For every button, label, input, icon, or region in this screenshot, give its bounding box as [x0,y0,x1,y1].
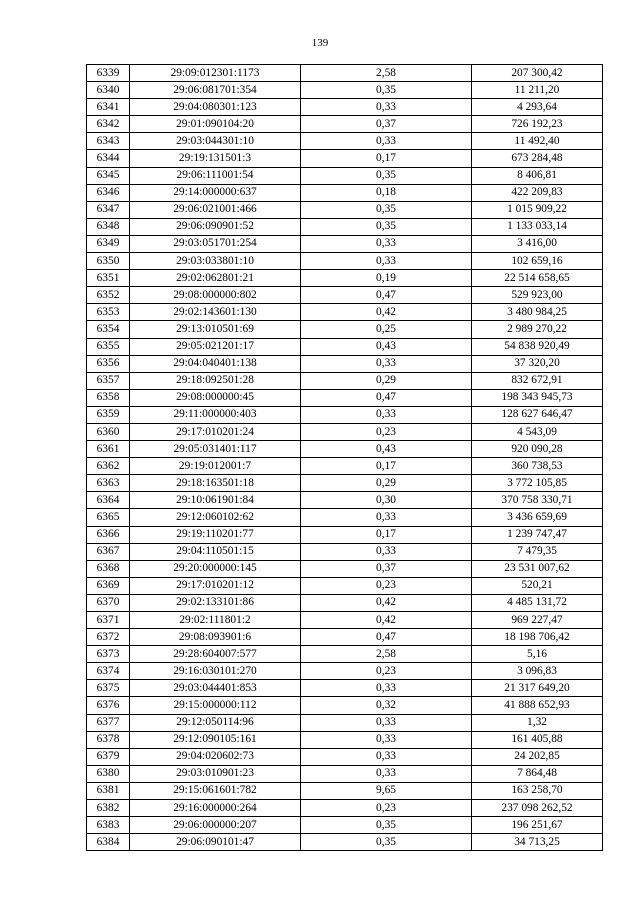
cadastral-number-cell: 29:04:040401:138 [130,355,301,372]
row-number-cell: 6345 [87,167,130,184]
row-number-cell: 6377 [87,714,130,731]
table-row [87,560,603,577]
row-number-cell: 6356 [87,355,130,372]
cadastral-number-cell: 29:02:062801:21 [130,270,301,287]
cadastral-number-cell: 29:16:030101:270 [130,663,301,680]
row-number-cell: 6371 [87,612,130,629]
coefficient-cell: 0,33 [301,406,472,423]
coefficient-cell: 2,58 [301,65,472,82]
cadastral-number-cell: 29:06:090101:47 [130,834,301,851]
coefficient-cell: 0,33 [301,133,472,150]
amount-cell: 198 343 945,73 [472,389,603,406]
amount-cell: 163 258,70 [472,782,603,799]
table-row [87,782,603,799]
coefficient-cell: 0,33 [301,253,472,270]
row-number-cell: 6363 [87,475,130,492]
coefficient-cell: 0,33 [301,748,472,765]
table-row [87,406,603,423]
row-number-cell: 6357 [87,372,130,389]
table-row [87,253,603,270]
cadastral-number-cell: 29:18:092501:28 [130,372,301,389]
row-number-cell: 6351 [87,270,130,287]
amount-cell: 520,21 [472,577,603,594]
row-number-cell: 6348 [87,218,130,235]
table-row [87,65,603,82]
amount-cell: 237 098 262,52 [472,800,603,817]
table-row [87,680,603,697]
row-number-cell: 6347 [87,201,130,218]
cadastral-number-cell: 29:04:020602:73 [130,748,301,765]
cadastral-number-cell: 29:13:010501:69 [130,321,301,338]
cadastral-number-cell: 29:06:021001:466 [130,201,301,218]
row-number-cell: 6352 [87,287,130,304]
amount-cell: 4 485 131,72 [472,594,603,611]
table-body [87,65,603,851]
cadastral-number-cell: 29:18:163501:18 [130,475,301,492]
cadastral-number-cell: 29:03:010901:23 [130,765,301,782]
row-number-cell: 6365 [87,509,130,526]
table-row [87,270,603,287]
coefficient-cell: 0,47 [301,629,472,646]
cadastral-number-cell: 29:06:111001:54 [130,167,301,184]
amount-cell: 22 514 658,65 [472,270,603,287]
amount-cell: 23 531 007,62 [472,560,603,577]
coefficient-cell: 0,42 [301,304,472,321]
cadastral-number-cell: 29:08:000000:802 [130,287,301,304]
coefficient-cell: 0,23 [301,577,472,594]
amount-cell: 5,16 [472,646,603,663]
row-number-cell: 6370 [87,594,130,611]
amount-cell: 3 772 105,85 [472,475,603,492]
cadastral-number-cell: 29:02:133101:86 [130,594,301,611]
amount-cell: 196 251,67 [472,817,603,834]
coefficient-cell: 0,35 [301,167,472,184]
cadastral-number-cell: 29:02:111801:2 [130,612,301,629]
amount-cell: 1 133 033,14 [472,218,603,235]
coefficient-cell: 0,43 [301,441,472,458]
amount-cell: 7 479,35 [472,543,603,560]
table-row [87,834,603,851]
table-row [87,697,603,714]
amount-cell: 3 096,83 [472,663,603,680]
table-row [87,458,603,475]
coefficient-cell: 0,33 [301,731,472,748]
row-number-cell: 6361 [87,441,130,458]
coefficient-cell: 0,30 [301,492,472,509]
table-row [87,509,603,526]
cadastral-number-cell: 29:06:000000:207 [130,817,301,834]
amount-cell: 1 239 747,47 [472,526,603,543]
coefficient-cell: 0,19 [301,270,472,287]
table-row [87,800,603,817]
row-number-cell: 6359 [87,406,130,423]
table-row [87,116,603,133]
cadastral-number-cell: 29:03:051701:254 [130,235,301,252]
amount-cell: 360 738,53 [472,458,603,475]
coefficient-cell: 0,43 [301,338,472,355]
cadastral-number-cell: 29:05:031401:117 [130,441,301,458]
row-number-cell: 6355 [87,338,130,355]
amount-cell: 34 713,25 [472,834,603,851]
coefficient-cell: 0,17 [301,150,472,167]
amount-cell: 832 672,91 [472,372,603,389]
amount-cell: 24 202,85 [472,748,603,765]
amount-cell: 161 405,88 [472,731,603,748]
row-number-cell: 6368 [87,560,130,577]
cadastral-number-cell: 29:04:080301:123 [130,99,301,116]
amount-cell: 128 627 646,47 [472,406,603,423]
coefficient-cell: 0,23 [301,800,472,817]
row-number-cell: 6373 [87,646,130,663]
coefficient-cell: 0,17 [301,458,472,475]
amount-cell: 7 864,48 [472,765,603,782]
row-number-cell: 6382 [87,800,130,817]
cadastral-number-cell: 29:01:090104:20 [130,116,301,133]
coefficient-cell: 0,33 [301,509,472,526]
coefficient-cell: 2,58 [301,646,472,663]
coefficient-cell: 0,29 [301,475,472,492]
table-row [87,287,603,304]
table-row [87,372,603,389]
coefficient-cell: 0,33 [301,99,472,116]
amount-cell: 4 293,64 [472,99,603,116]
amount-cell: 370 758 330,71 [472,492,603,509]
coefficient-cell: 0,35 [301,82,472,99]
row-number-cell: 6346 [87,184,130,201]
table-row [87,338,603,355]
row-number-cell: 6369 [87,577,130,594]
data-table [86,64,603,851]
table-row [87,167,603,184]
cadastral-number-cell: 29:19:110201:77 [130,526,301,543]
row-number-cell: 6350 [87,253,130,270]
table-row [87,492,603,509]
amount-cell: 41 888 652,93 [472,697,603,714]
cadastral-number-cell: 29:09:012301:1173 [130,65,301,82]
amount-cell: 21 317 649,20 [472,680,603,697]
amount-cell: 11 492,40 [472,133,603,150]
row-number-cell: 6375 [87,680,130,697]
row-number-cell: 6379 [87,748,130,765]
amount-cell: 8 406,81 [472,167,603,184]
table-row [87,201,603,218]
cadastral-number-cell: 29:06:090901:52 [130,218,301,235]
coefficient-cell: 0,33 [301,680,472,697]
row-number-cell: 6367 [87,543,130,560]
coefficient-cell: 0,32 [301,697,472,714]
table-row [87,765,603,782]
amount-cell: 422 209,83 [472,184,603,201]
coefficient-cell: 9,65 [301,782,472,799]
table-row [87,355,603,372]
row-number-cell: 6342 [87,116,130,133]
table-row [87,441,603,458]
coefficient-cell: 0,33 [301,235,472,252]
coefficient-cell: 0,35 [301,817,472,834]
amount-cell: 1,32 [472,714,603,731]
cadastral-number-cell: 29:08:000000:45 [130,389,301,406]
cadastral-number-cell: 29:05:021201:17 [130,338,301,355]
coefficient-cell: 0,17 [301,526,472,543]
coefficient-cell: 0,33 [301,714,472,731]
cadastral-number-cell: 29:17:010201:12 [130,577,301,594]
coefficient-cell: 0,33 [301,765,472,782]
cadastral-number-cell: 29:08:093901:6 [130,629,301,646]
table-row [87,150,603,167]
cadastral-number-cell: 29:11:000000:403 [130,406,301,423]
cadastral-number-cell: 29:19:131501:3 [130,150,301,167]
cadastral-number-cell: 29:06:081701:354 [130,82,301,99]
table-row [87,99,603,116]
row-number-cell: 6383 [87,817,130,834]
table-row [87,475,603,492]
table-row [87,594,603,611]
coefficient-cell: 0,25 [301,321,472,338]
cadastral-number-cell: 29:10:061901:84 [130,492,301,509]
cadastral-number-cell: 29:16:000000:264 [130,800,301,817]
row-number-cell: 6341 [87,99,130,116]
amount-cell: 54 838 920,49 [472,338,603,355]
cadastral-number-cell: 29:14:000000:637 [130,184,301,201]
cadastral-number-cell: 29:02:143601:130 [130,304,301,321]
cadastral-number-cell: 29:03:033801:10 [130,253,301,270]
table-row [87,817,603,834]
table-row [87,304,603,321]
amount-cell: 2 989 270,22 [472,321,603,338]
table-row [87,235,603,252]
row-number-cell: 6344 [87,150,130,167]
row-number-cell: 6364 [87,492,130,509]
cadastral-number-cell: 29:28:604007:577 [130,646,301,663]
table-row [87,748,603,765]
coefficient-cell: 0,47 [301,389,472,406]
table-row [87,663,603,680]
coefficient-cell: 0,33 [301,355,472,372]
cadastral-number-cell: 29:12:060102:62 [130,509,301,526]
coefficient-cell: 0,47 [301,287,472,304]
table-row [87,714,603,731]
amount-cell: 1 015 909,22 [472,201,603,218]
table-row [87,646,603,663]
amount-cell: 529 923,00 [472,287,603,304]
coefficient-cell: 0,33 [301,543,472,560]
coefficient-cell: 0,35 [301,834,472,851]
table-row [87,423,603,440]
cadastral-number-cell: 29:15:000000:112 [130,697,301,714]
row-number-cell: 6378 [87,731,130,748]
table-row [87,82,603,99]
coefficient-cell: 0,35 [301,218,472,235]
table-row [87,321,603,338]
row-number-cell: 6339 [87,65,130,82]
amount-cell: 207 300,42 [472,65,603,82]
amount-cell: 11 211,20 [472,82,603,99]
row-number-cell: 6362 [87,458,130,475]
cadastral-number-cell: 29:19:012001:7 [130,458,301,475]
row-number-cell: 6374 [87,663,130,680]
cadastral-number-cell: 29:15:061601:782 [130,782,301,799]
cadastral-number-cell: 29:03:044301:10 [130,133,301,150]
cadastral-number-cell: 29:12:090105:161 [130,731,301,748]
coefficient-cell: 0,29 [301,372,472,389]
cadastral-number-cell: 29:17:010201:24 [130,423,301,440]
amount-cell: 726 192,23 [472,116,603,133]
row-number-cell: 6366 [87,526,130,543]
table-row [87,218,603,235]
table-row [87,577,603,594]
coefficient-cell: 0,37 [301,560,472,577]
row-number-cell: 6372 [87,629,130,646]
coefficient-cell: 0,18 [301,184,472,201]
amount-cell: 37 320,20 [472,355,603,372]
row-number-cell: 6349 [87,235,130,252]
cadastral-number-cell: 29:03:044401:853 [130,680,301,697]
row-number-cell: 6343 [87,133,130,150]
row-number-cell: 6353 [87,304,130,321]
table-row [87,133,603,150]
amount-cell: 18 198 706,42 [472,629,603,646]
row-number-cell: 6381 [87,782,130,799]
coefficient-cell: 0,23 [301,663,472,680]
amount-cell: 673 284,48 [472,150,603,167]
row-number-cell: 6354 [87,321,130,338]
amount-cell: 102 659,16 [472,253,603,270]
coefficient-cell: 0,37 [301,116,472,133]
table-row [87,731,603,748]
cadastral-number-cell: 29:20:000000:145 [130,560,301,577]
table-row [87,543,603,560]
table-row [87,526,603,543]
amount-cell: 4 543,09 [472,423,603,440]
table-row [87,184,603,201]
row-number-cell: 6340 [87,82,130,99]
table-row [87,389,603,406]
table-row [87,629,603,646]
amount-cell: 920 090,28 [472,441,603,458]
page-number: 139 [311,37,329,49]
row-number-cell: 6360 [87,423,130,440]
amount-cell: 969 227,47 [472,612,603,629]
table-row [87,612,603,629]
coefficient-cell: 0,42 [301,594,472,611]
cadastral-number-cell: 29:12:050114:96 [130,714,301,731]
coefficient-cell: 0,42 [301,612,472,629]
row-number-cell: 6376 [87,697,130,714]
row-number-cell: 6380 [87,765,130,782]
row-number-cell: 6358 [87,389,130,406]
row-number-cell: 6384 [87,834,130,851]
coefficient-cell: 0,23 [301,423,472,440]
amount-cell: 3 480 984,25 [472,304,603,321]
cadastral-number-cell: 29:04:110501:15 [130,543,301,560]
amount-cell: 3 436 659,69 [472,509,603,526]
amount-cell: 3 416,00 [472,235,603,252]
coefficient-cell: 0,35 [301,201,472,218]
